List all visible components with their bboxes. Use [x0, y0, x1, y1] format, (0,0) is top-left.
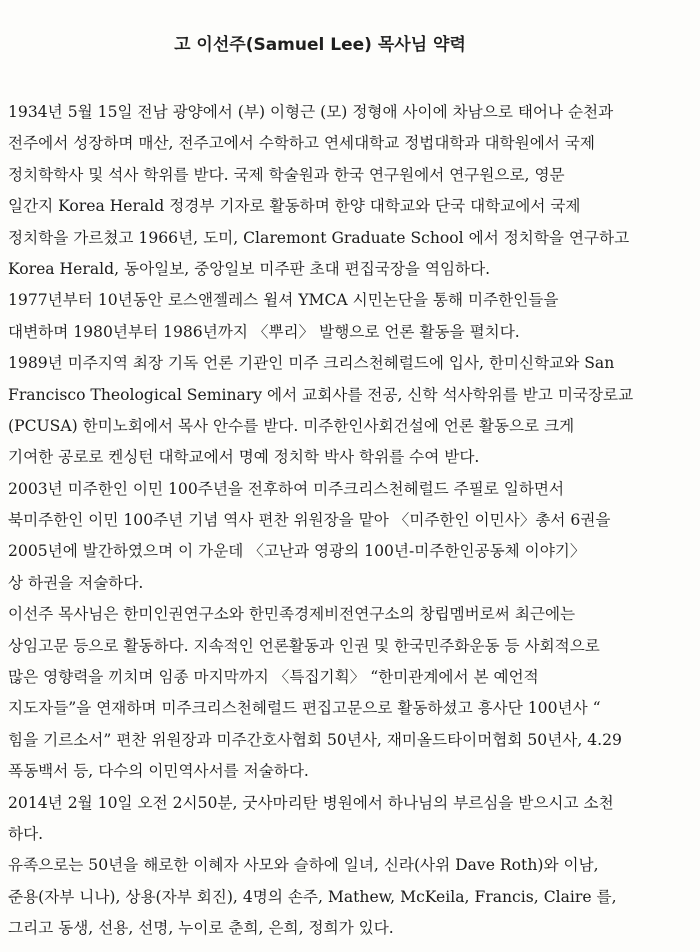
text-line: 1977년부터 10년동안 로스앤젤레스 윌셔 YMCA 시민논단을 통해 미주한인들을	[8, 291, 559, 310]
text-line: 힘을 기르소서” 편찬 위원장과 미주간호사협회 50년사, 재미올드타이머협회 50년사, 4.29	[8, 730, 622, 749]
text-line: 많은 영향력을 끼치며 임종 마지막까지 〈특집기획〉 “한미관계에서 본 예언적	[8, 668, 539, 687]
text-line: 2003년 미주한인 이민 100주년을 전후하여 미주크리스천헤럴드 주필로 일하면서	[8, 479, 565, 498]
text-line: 준용(자부 니나), 상용(자부 회진), 4명의 손주, Mathew, McKeila, Francis, Claire 를,	[8, 887, 617, 906]
text-line: 대변하며 1980년부터 1986년까지 〈뿌리〉 발행으로 언론 활동을 펼치다.	[8, 322, 520, 341]
text-line: 폭동백서 등, 다수의 이민역사서를 저술하다.	[8, 762, 309, 781]
text-line: 전주에서 성장하며 매산, 전주고에서 수학하고 연세대학교 정법대학과 대학원에서 국제	[8, 134, 595, 153]
text-line: Francisco Theological Seminary 에서 교회사를 전공, 신학 석사학위를 받고 미국장로교	[8, 385, 634, 404]
text-line: 2005년에 발간하였으며 이 가운데 〈고난과 영광의 100년-미주한인공동체 이야기〉	[8, 542, 586, 561]
text-line: 정치학을 가르쳤고 1966년, 도미, Claremont Graduate School 에서 정치학을 연구하고	[8, 228, 630, 247]
text-line: Korea Herald, 동아일보, 중앙일보 미주판 초대 편집국장을 역임하다.	[8, 259, 491, 278]
text-line: 2014년 2월 10일 오전 2시50분, 굿사마리탄 병원에서 하나님의 부르심을 받으시고 소천	[8, 793, 614, 812]
text-line: (PCUSA) 한미노회에서 목사 안수를 받다. 미주한인사회건설에 언론 활동으로 크게	[8, 416, 575, 435]
text-line: 1989년 미주지역 최장 기독 언론 기관인 미주 크리스천헤럴드에 입사, 한미신학교와 San	[8, 354, 615, 373]
text-line: 상임고문 등으로 활동하다. 지속적인 언론활동과 인권 및 한국민주화운동 등 사회적으로	[8, 636, 600, 655]
text-line: 기여한 공로로 켄싱턴 대학교에서 명예 정치학 박사 학위를 수여 받다.	[8, 448, 480, 467]
text-line: 정치학학사 및 석사 학위를 받다. 국제 학술원과 한국 연구원에서 연구원으로, 영문	[8, 165, 565, 184]
text-line: 상 하권을 저술하다.	[8, 573, 144, 592]
biography-body	[8, 97, 698, 945]
text-line: 하다.	[8, 824, 44, 843]
text-line: 이선주 목사님은 한미인권연구소와 한민족경제비전연구소의 창립멤버로써 최근에는	[8, 605, 576, 624]
text-line: 그리고 동생, 선용, 선명, 누이로 춘희, 은희, 정희가 있다.	[8, 919, 394, 938]
text-line: 지도자들”을 연재하며 미주크리스천헤럴드 편집고문으로 활동하셨고 흥사단 100년사 “	[8, 699, 601, 718]
text-line: 유족으로는 50년을 해로한 이혜자 사모와 슬하에 일녀, 신라(사위 Dave Roth)와 이남,	[8, 856, 599, 875]
text-line: 일간지 Korea Herald 정경부 기자로 활동하며 한양 대학교와 단국 대학교에서 국제	[8, 197, 581, 216]
document-title: 고 이선주(Samuel Lee) 목사님 약력	[174, 35, 466, 55]
text-line: 북미주한인 이민 100주년 기념 역사 편찬 위원장을 맡아 〈미주한인 이민사〉총서 6권을	[8, 511, 611, 530]
text-line: 1934년 5월 15일 전남 광양에서 (부) 이형근 (모) 정형애 사이에 차남으로 태어나 순천과	[8, 103, 614, 121]
